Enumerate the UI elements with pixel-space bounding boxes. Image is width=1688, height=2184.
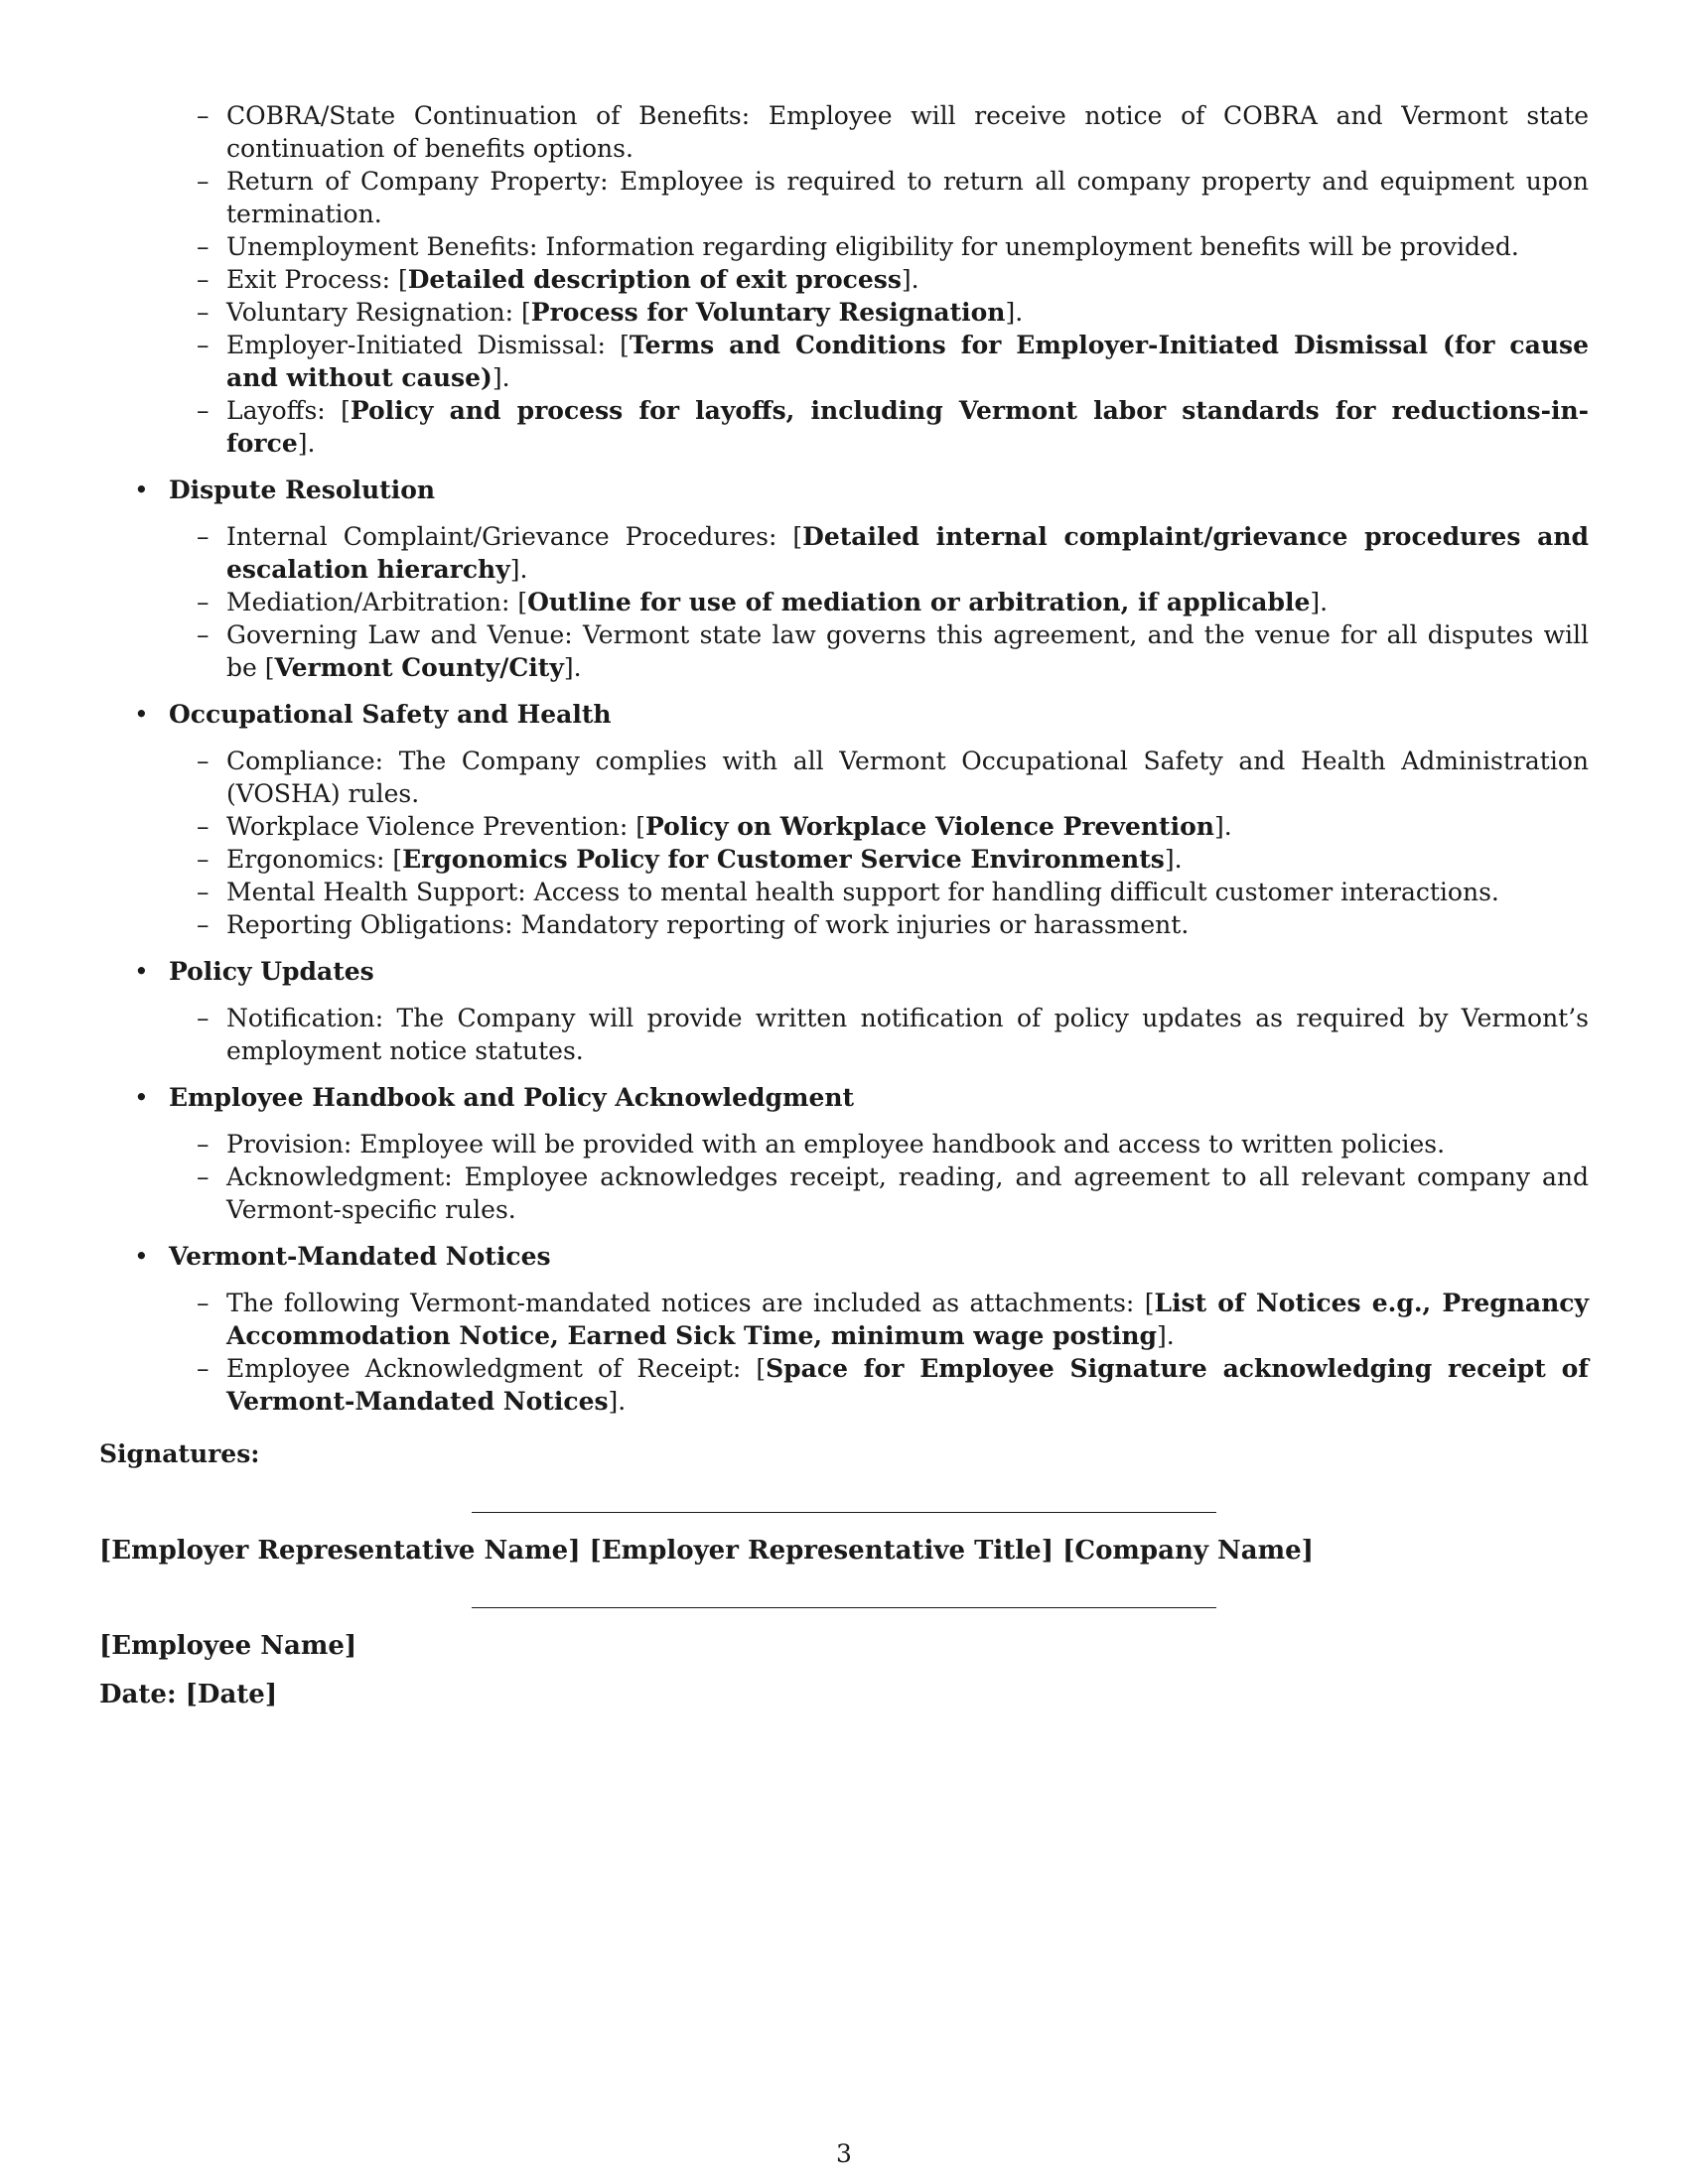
dash-marker: – <box>197 1354 210 1383</box>
sub-list-item <box>169 1160 1589 1226</box>
dash-marker: – <box>197 845 210 874</box>
bullet-marker: • <box>134 957 149 986</box>
item-label: Compliance: <box>226 747 384 775</box>
sub-list-item: – Mediation/Arbitration: [Outline for use of mediation or arbitration, if applicable]. <box>197 588 1329 616</box>
termination-continuation <box>99 99 1589 460</box>
dash-marker: – <box>197 1130 210 1159</box>
item-text: Access to mental health support for handling difficult customer interactions. <box>525 878 1499 906</box>
signatures-heading: Signatures: <box>99 1439 260 1468</box>
item-label: Provision: <box>226 1130 352 1159</box>
employer-signature-block: [Employer Representative Name] [Employer Representative Title] [Company Name] <box>99 1536 1314 1566</box>
item-label: Mental Health Support: <box>226 878 526 906</box>
section-item <box>99 1240 1589 1418</box>
item-placeholder: Ergonomics Policy for Customer Service Environments <box>402 845 1165 874</box>
item-label: Internal Complaint/Grievance Procedures: <box>226 522 777 551</box>
dash-marker: – <box>197 620 210 649</box>
item-label: Unemployment Benefits: <box>226 232 538 261</box>
section-title: Policy Updates <box>169 957 374 986</box>
section-title: Vermont-Mandated Notices <box>169 1242 551 1271</box>
item-label: Governing Law and Venue: <box>226 620 573 649</box>
termination-sub-list <box>169 99 1589 460</box>
sub-list-item <box>169 99 1589 165</box>
item-placeholder: Outline for use of mediation or arbitration, if applicable <box>527 588 1311 616</box>
section-item <box>99 474 1589 684</box>
sub-list-item: – Workplace Violence Prevention: [Policy on Workplace Violence Prevention]. <box>197 812 1232 841</box>
item-placeholder: Space for Employee Signature acknowledging receipt of Vermont-Mandated Notices <box>226 1354 1590 1416</box>
sections-list <box>99 474 1589 1418</box>
item-placeholder: Vermont County/City <box>274 653 564 682</box>
item-label: Workplace Violence Prevention: <box>226 812 629 841</box>
item-text: Employee will receive notice of COBRA and Vermont state continuation of benefits options. <box>226 101 1589 163</box>
dash-marker: – <box>197 101 210 130</box>
section-sub-list <box>169 1287 1589 1418</box>
sub-list-item: – Employee Acknowledgment of Receipt: [Space for Employee Signature acknowledging receipt of Vermont-Mandated Notices]. <box>197 1354 1590 1416</box>
dash-marker: – <box>197 396 210 425</box>
item-text: Employee acknowledges receipt, reading, and agreement to all relevant company and Vermont-specific rules. <box>226 1162 1589 1224</box>
section-title: Employee Handbook and Policy Acknowledgment <box>169 1083 855 1112</box>
section-sub-list <box>169 1128 1589 1226</box>
item-placeholder: Process for Voluntary Resignation <box>530 298 1006 327</box>
item-label: Return of Company Property: <box>226 167 609 196</box>
section-sub-list <box>169 520 1589 684</box>
sub-list-item <box>169 876 1589 908</box>
dash-marker: – <box>197 298 210 327</box>
employee-signature-block: [Employee Name] <box>99 1631 357 1661</box>
sub-list-item: – The following Vermont-mandated notices are included as attachments: [List of Notices e.g., Pregnancy Accommodation Notice, Earned Sick Time, minimum wage posting]. <box>197 1289 1589 1350</box>
item-placeholder: Detailed description of exit process <box>407 265 902 294</box>
bullet-marker: • <box>134 1242 149 1271</box>
sub-list-item: – Ergonomics: [Ergonomics Policy for Customer Service Environments]. <box>197 845 1183 874</box>
sub-list-item <box>169 230 1589 263</box>
section-sub-list <box>169 1002 1589 1067</box>
dash-marker: – <box>197 522 210 551</box>
item-label: Voluntary Resignation: <box>226 298 514 327</box>
item-placeholder: Policy on Workplace Violence Prevention <box>645 812 1214 841</box>
item-label: Exit Process: <box>226 265 391 294</box>
item-label: The following Vermont-mandated notices are included as attachments: <box>226 1289 1135 1317</box>
sub-list-item <box>169 165 1589 230</box>
dash-marker: – <box>197 588 210 616</box>
section-sub-list <box>169 745 1589 941</box>
sub-list-item <box>169 1128 1589 1160</box>
section-item <box>99 955 1589 1067</box>
item-placeholder: Policy and process for layoffs, including Vermont labor standards for reductions-in-force <box>226 396 1589 458</box>
dash-marker: – <box>197 1289 210 1317</box>
item-label: Mediation/Arbitration: <box>226 588 510 616</box>
item-label: Employee Acknowledgment of Receipt: <box>226 1354 742 1383</box>
section-item <box>99 698 1589 941</box>
item-label: Ergonomics: <box>226 845 385 874</box>
sub-list-item <box>169 745 1589 810</box>
item-label: Employer-Initiated Dismissal: <box>226 331 606 359</box>
page-number: 3 <box>836 2139 852 2168</box>
item-text: Employee is required to return all company property and equipment upon termination. <box>226 167 1589 228</box>
dash-marker: – <box>197 747 210 775</box>
item-text: Mandatory reporting of work injuries or harassment. <box>512 910 1190 939</box>
dash-marker: – <box>197 1004 210 1032</box>
sub-list-item <box>169 908 1589 941</box>
item-text: The Company will provide written notification of policy updates as required by Vermont’s employment notice statutes. <box>226 1004 1589 1065</box>
sub-list-item: – Voluntary Resignation: [Process for Voluntary Resignation]. <box>197 298 1024 327</box>
item-placeholder: Detailed internal complaint/grievance procedures and escalation hierarchy <box>226 522 1589 584</box>
sub-list-item: – Exit Process: [Detailed description of exit process]. <box>197 265 919 294</box>
item-label: Acknowledgment: <box>226 1162 453 1191</box>
date-block: Date: [Date] <box>99 1680 278 1709</box>
item-label: Reporting Obligations: <box>226 910 513 939</box>
top-level-list <box>99 99 1589 460</box>
dash-marker: – <box>197 1162 210 1191</box>
item-placeholder: Terms and Conditions for Employer-Initiated Dismissal (for cause and without cause) <box>226 331 1589 392</box>
sub-list-item: – Governing Law and Venue: Vermont state law governs this agreement, and the venue for all disputes will be [Vermont County/City]. <box>197 620 1589 682</box>
sub-list-item: – Employer-Initiated Dismissal: [Terms and Conditions for Employer-Initiated Dismissal (for cause and without cause)]. <box>197 331 1589 392</box>
sub-list-item: – Layoffs: [Policy and process for layoffs, including Vermont labor standards for reductions-in-force]. <box>197 396 1589 458</box>
dash-marker: – <box>197 812 210 841</box>
item-label: COBRA/State Continuation of Benefits: <box>226 101 751 130</box>
section-title: Occupational Safety and Health <box>169 700 612 729</box>
item-placeholder: List of Notices e.g., Pregnancy Accommodation Notice, Earned Sick Time, minimum wage posting <box>226 1289 1589 1350</box>
item-text: Employee will be provided with an employee handbook and access to written policies. <box>352 1130 1446 1159</box>
dash-marker: – <box>197 265 210 294</box>
sub-list-item: – Internal Complaint/Grievance Procedures: [Detailed internal complaint/grievance procedures and escalation hierarchy]. <box>197 522 1589 584</box>
bullet-marker: • <box>134 700 149 729</box>
dash-marker: – <box>197 232 210 261</box>
section-title: Dispute Resolution <box>169 476 436 504</box>
section-item <box>99 1081 1589 1226</box>
dash-marker: – <box>197 167 210 196</box>
dash-marker: – <box>197 910 210 939</box>
item-label: Layoffs: <box>226 396 326 425</box>
item-text: Information regarding eligibility for unemployment benefits will be provided. <box>537 232 1519 261</box>
employee-signature-line <box>472 1607 1216 1608</box>
sub-list-item <box>169 1002 1589 1067</box>
item-label: Notification: <box>226 1004 384 1032</box>
employer-signature-line <box>472 1512 1216 1513</box>
item-text: Vermont state law governs this agreement, and the venue for all disputes will be <box>226 620 1589 682</box>
bullet-marker: • <box>134 1083 149 1112</box>
dash-marker: – <box>197 878 210 906</box>
document-content <box>99 99 1589 1711</box>
bullet-marker: • <box>134 476 149 504</box>
dash-marker: – <box>197 331 210 359</box>
item-text: The Company complies with all Vermont Occupational Safety and Health Administration (VOSHA) rules. <box>226 747 1589 808</box>
